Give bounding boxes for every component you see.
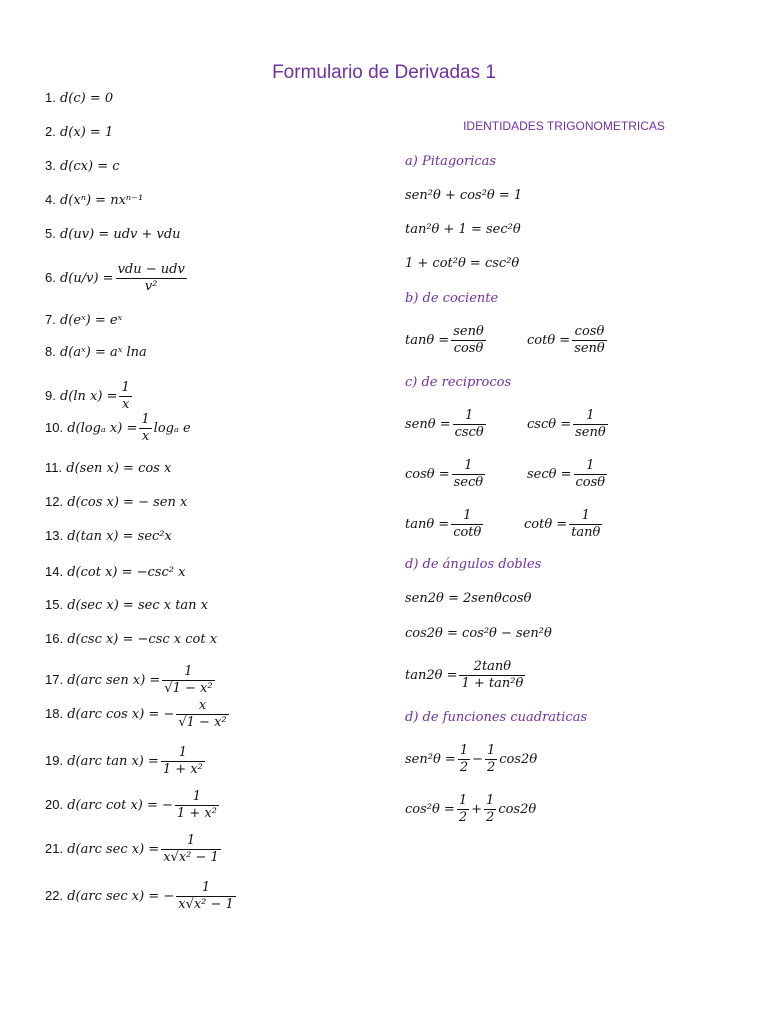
page-title: Formulario de Derivadas 1 <box>272 62 496 83</box>
derivative-20: 20. d(arc cot x) = − $\frac{1}{\text{1 + x²}}$ <box>45 789 217 821</box>
derivative-12: 12. d(cos x) = − sen x <box>45 494 188 510</box>
heading-reciprocos: c) de reciprocos <box>405 375 512 390</box>
derivative-7: 7. d(eˣ) = eˣ <box>45 312 123 328</box>
identity-doble-1: sen2θ = 2senθcosθ <box>405 591 532 606</box>
identity-recip-5: tanθ = $\frac{1}{\cot\theta}$ <box>405 508 482 540</box>
derivative-8: 8. d(aˣ) = aˣ lna <box>45 344 147 360</box>
heading-cuadraticas: d) de funciones cuadraticas <box>405 710 588 725</box>
identity-recip-4: secθ = $\frac{1}{\cos\theta}$ <box>527 458 606 490</box>
identity-cociente-2: cotθ = $\frac{\cos\theta}{\text{senθ}}$ <box>527 324 605 356</box>
identity-pit-2: tan²θ + 1 = sec²θ <box>405 222 521 237</box>
identities-header: IDENTIDADES TRIGONOMETRICAS <box>463 119 665 133</box>
derivative-2: 2. d(x) = 1 <box>45 124 114 140</box>
identity-cociente-1: tanθ = $\frac{\text{senθ}}{\cos\theta}$ <box>405 324 484 356</box>
derivative-11: 11. d(sen x) = cos x <box>45 460 172 476</box>
derivative-22: 22. d(arc sec x) = − $\frac{1}{\text{x√x² − 1}}$ <box>45 880 234 912</box>
derivative-13: 13. d(tan x) = sec²x <box>45 528 172 544</box>
identity-pit-3: 1 + cot²θ = csc²θ <box>405 256 520 271</box>
derivative-18: 18. d(arc cos x) = − $\frac{x}{\text{√1 − x²}}$ <box>45 698 227 730</box>
identity-doble-3: tan2θ = $\frac{2\tan\theta}{\text{1 + tan²θ}}$ <box>405 659 524 691</box>
derivative-9: 9. d(ln x) = $\frac{1}{x}$ <box>45 380 130 412</box>
identity-recip-1: senθ = $\frac{1}{\csc\theta}$ <box>405 408 484 440</box>
derivative-19: 19. d(arc tan x) = $\frac{1}{\text{1 + x²}}$ <box>45 745 203 777</box>
identity-recip-3: cosθ = $\frac{1}{\sec\theta}$ <box>405 458 484 490</box>
derivative-10: 10. d(logₐ x) = $\frac{1}{x}$ logₐ e <box>45 412 191 444</box>
identity-pit-1: sen²θ + cos²θ = 1 <box>405 188 523 203</box>
derivative-14: 14. d(cot x) = −csc² x <box>45 564 186 580</box>
derivative-3: 3. d(cx) = c <box>45 158 120 174</box>
derivative-15: 15. d(sec x) = sec x tan x <box>45 597 209 613</box>
identity-cuad-2: cos²θ = $\frac{1}{2}$ + $\frac{1}{2}$ cos2θ <box>405 793 537 825</box>
derivative-4: 4. d(xⁿ) = nxⁿ⁻¹ <box>45 192 144 208</box>
derivative-6: 6. d(u/v) = $\frac{\text{vdu − udv}}{\text{v²}}$ <box>45 262 185 294</box>
derivative-1: 1. d(c) = 0 <box>45 90 114 106</box>
derivative-17: 17. d(arc sen x) = $\frac{1}{\text{√1 − x²}}$ <box>45 664 213 696</box>
identity-cuad-1: sen²θ = $\frac{1}{2}$ − $\frac{1}{2}$ cos2θ <box>405 743 538 775</box>
derivative-16: 16. d(csc x) = −csc x cot x <box>45 631 218 647</box>
heading-angulos-dobles: d) de ángulos dobles <box>405 557 542 572</box>
identity-recip-2: cscθ = $\frac{1}{\text{senθ}}$ <box>527 408 606 440</box>
identity-doble-2: cos2θ = cos²θ − sen²θ <box>405 626 552 641</box>
heading-cociente: b) de cociente <box>405 291 499 306</box>
derivative-5: 5. d(uv) = udv + vdu <box>45 226 181 242</box>
derivative-21: 21. d(arc sec x) = $\frac{1}{\text{x√x² − 1}}$ <box>45 833 219 865</box>
identity-recip-6: cotθ = $\frac{1}{\tan\theta}$ <box>524 508 601 540</box>
heading-pitagoricas: a) Pitagoricas <box>405 154 497 169</box>
